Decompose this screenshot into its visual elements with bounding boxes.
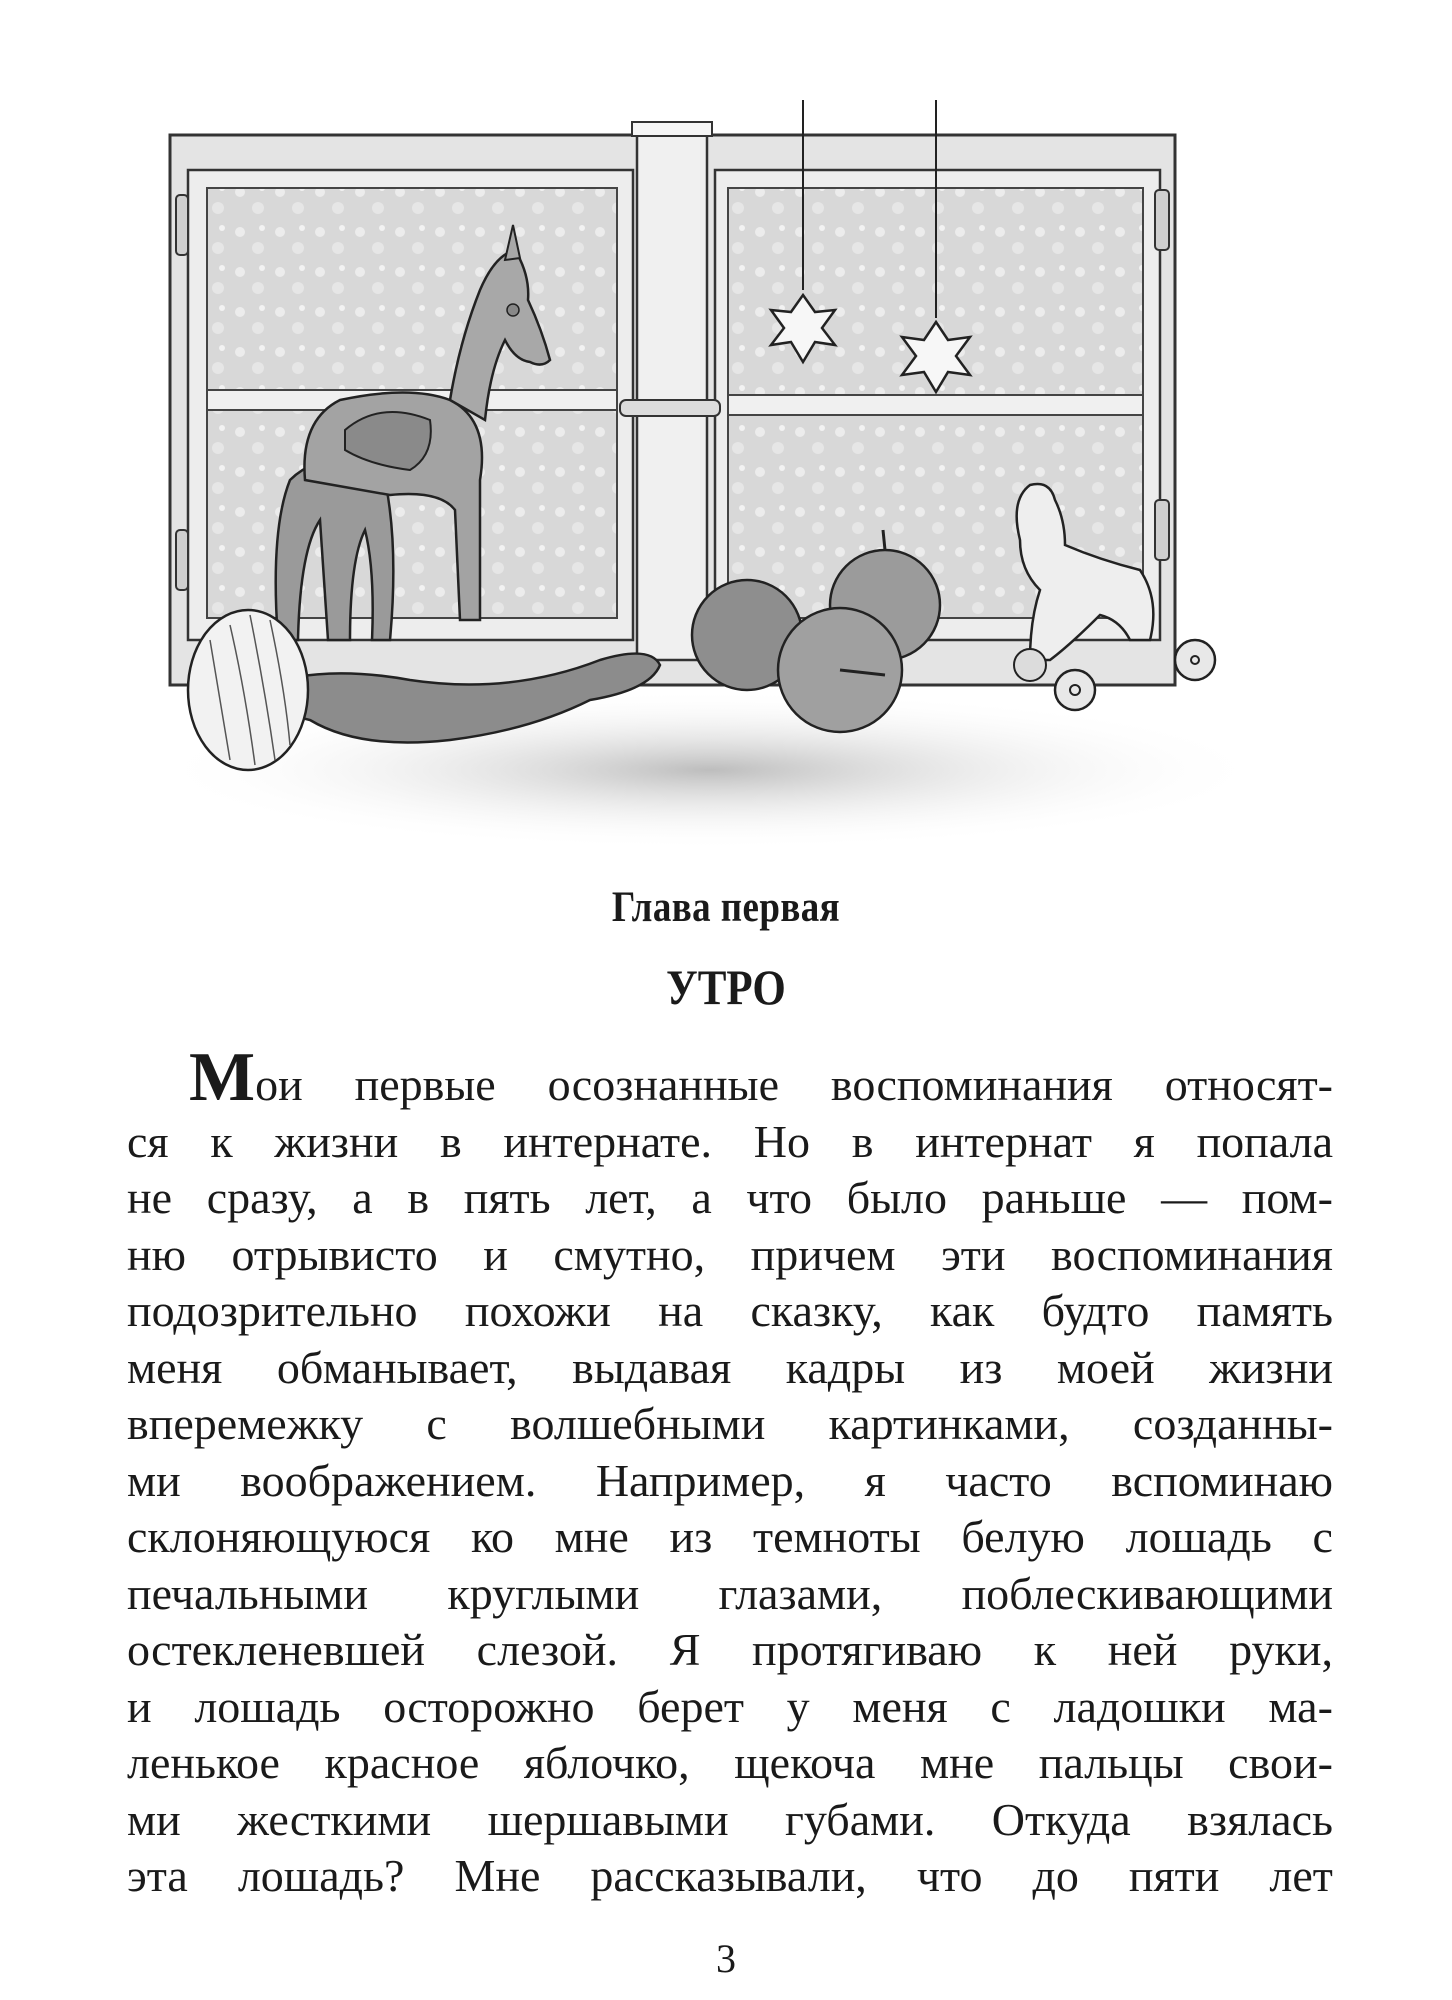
word: выдавая: [572, 1341, 732, 1393]
word: относят-: [1164, 1059, 1333, 1110]
word: с: [1312, 1511, 1333, 1562]
word: остекленевшей: [127, 1624, 426, 1675]
word: ню: [127, 1228, 186, 1280]
word: рассказывали,: [590, 1850, 867, 1901]
word: ко: [470, 1511, 514, 1562]
word: к: [210, 1115, 233, 1167]
text-line: [127, 1039, 1333, 1116]
word: первые: [354, 1059, 496, 1110]
text-line: [127, 1227, 1333, 1284]
word: Например,: [595, 1454, 806, 1506]
word: Мне: [454, 1850, 541, 1901]
text-line: [127, 1848, 1333, 1905]
word: в: [439, 1115, 462, 1167]
word: печальными: [127, 1567, 369, 1619]
word: красное: [324, 1737, 480, 1788]
word: интернате.: [503, 1115, 713, 1167]
word: из: [669, 1511, 713, 1562]
word: руки,: [1229, 1624, 1333, 1675]
word: воображением.: [240, 1454, 537, 1506]
word: Откуда: [991, 1793, 1131, 1845]
word: ней: [1107, 1624, 1178, 1675]
word: я: [864, 1454, 886, 1506]
word: причем: [750, 1228, 896, 1280]
word: смутно,: [553, 1228, 706, 1280]
word: память: [1196, 1285, 1333, 1336]
word: подозрительно: [127, 1285, 418, 1336]
word: было: [846, 1172, 947, 1223]
word: из: [959, 1341, 1003, 1393]
window-frame: [170, 122, 1175, 685]
word: белую: [961, 1511, 1085, 1562]
text-line: [127, 1396, 1333, 1453]
word: воспоминания: [830, 1059, 1113, 1110]
word: лошадь?: [237, 1850, 405, 1901]
chapter-label: Глава первая: [611, 884, 841, 931]
word: меня: [852, 1680, 948, 1732]
word: губами.: [785, 1793, 936, 1845]
word: лошадь: [1125, 1511, 1272, 1562]
word: —: [1161, 1172, 1208, 1223]
word: не: [127, 1172, 173, 1223]
word: будто: [1041, 1285, 1150, 1336]
word: часто: [945, 1454, 1052, 1506]
word: лет,: [585, 1172, 657, 1223]
word: ми: [127, 1454, 181, 1506]
word: моей: [1056, 1341, 1155, 1393]
word: как: [929, 1285, 995, 1336]
word: в: [851, 1115, 874, 1167]
word: мне: [920, 1737, 995, 1788]
word: что: [746, 1172, 813, 1223]
word: в: [407, 1172, 430, 1223]
word: кадры: [785, 1341, 906, 1393]
word: я: [1133, 1115, 1155, 1167]
illustration-window-toys: [150, 100, 1300, 850]
word: вперемежку: [127, 1398, 364, 1449]
text-line: [127, 1735, 1333, 1792]
word: созданны-: [1132, 1398, 1333, 1449]
word: воспоминания: [1051, 1228, 1333, 1280]
word: и: [483, 1228, 508, 1280]
word: осторожно: [383, 1680, 595, 1732]
word: лет: [1269, 1850, 1333, 1901]
word: до: [1032, 1850, 1079, 1901]
word: жизни: [1209, 1341, 1333, 1393]
word: у: [786, 1680, 810, 1732]
word: Мои: [189, 1039, 303, 1116]
word: щекоча: [734, 1737, 876, 1788]
word: а: [691, 1172, 712, 1223]
word: ми: [127, 1793, 181, 1845]
word: раньше: [981, 1172, 1127, 1223]
drop-cap: М: [189, 1039, 256, 1116]
word: картинками,: [828, 1398, 1070, 1449]
text-line: [127, 1509, 1333, 1566]
word: ленькое: [127, 1737, 280, 1788]
word: пяти: [1128, 1850, 1220, 1901]
word: круглыми: [447, 1567, 640, 1619]
word: попала: [1196, 1115, 1333, 1167]
word: эти: [941, 1228, 1006, 1280]
word: темноты: [753, 1511, 921, 1562]
word: мне: [554, 1511, 629, 1562]
word: похожи: [464, 1285, 611, 1336]
word: берет: [637, 1680, 744, 1732]
body-text: [127, 1039, 1333, 1905]
word: волшебными: [510, 1398, 766, 1449]
word: яблочко,: [523, 1737, 690, 1788]
word: осознанные: [547, 1059, 779, 1110]
word: с: [990, 1680, 1011, 1732]
word: пальцы: [1038, 1737, 1184, 1788]
word: шершавыми: [487, 1793, 729, 1845]
word: на: [658, 1285, 704, 1336]
word: глазами,: [718, 1567, 883, 1619]
word: вспоминаю: [1111, 1454, 1333, 1506]
word: пять: [463, 1172, 551, 1223]
word: слезой.: [476, 1624, 619, 1675]
word: поблескивающими: [961, 1567, 1333, 1619]
page-number: 3: [716, 1936, 736, 1981]
word: что: [916, 1850, 983, 1901]
word: а: [352, 1172, 373, 1223]
word: пом-: [1241, 1172, 1333, 1223]
yarn-ball: [188, 610, 308, 770]
word: интернат: [915, 1115, 1092, 1167]
word: ма-: [1268, 1680, 1333, 1732]
text-line: [127, 1453, 1333, 1510]
text-line: [127, 1679, 1333, 1736]
word: взялась: [1187, 1793, 1333, 1845]
text-line: [127, 1170, 1333, 1227]
text-line: [127, 1283, 1333, 1340]
word: к: [1033, 1624, 1057, 1675]
word: с: [426, 1398, 447, 1449]
word: меня: [127, 1341, 223, 1393]
word: Но: [753, 1115, 811, 1167]
word: сказку,: [750, 1285, 883, 1336]
word: сразу,: [206, 1172, 318, 1223]
word: жесткими: [237, 1793, 432, 1845]
word: протягиваю: [752, 1624, 983, 1675]
text-line: [127, 1792, 1333, 1849]
text-line: [127, 1622, 1333, 1679]
word: ся: [127, 1115, 169, 1167]
word: обманывает,: [276, 1341, 518, 1393]
word: жизни: [274, 1115, 399, 1167]
text-line: [127, 1114, 1333, 1171]
word: и: [127, 1680, 152, 1732]
word: свои-: [1228, 1737, 1333, 1788]
chapter-title: УТРО: [666, 959, 786, 1015]
word: Я: [669, 1624, 701, 1675]
word: эта: [127, 1850, 188, 1901]
text-line: [127, 1566, 1333, 1623]
text-line: [127, 1340, 1333, 1397]
word: отрывисто: [231, 1228, 438, 1280]
word: лошадь: [194, 1680, 341, 1732]
word: ладошки: [1053, 1680, 1226, 1732]
word: склоняющуюся: [127, 1511, 431, 1562]
